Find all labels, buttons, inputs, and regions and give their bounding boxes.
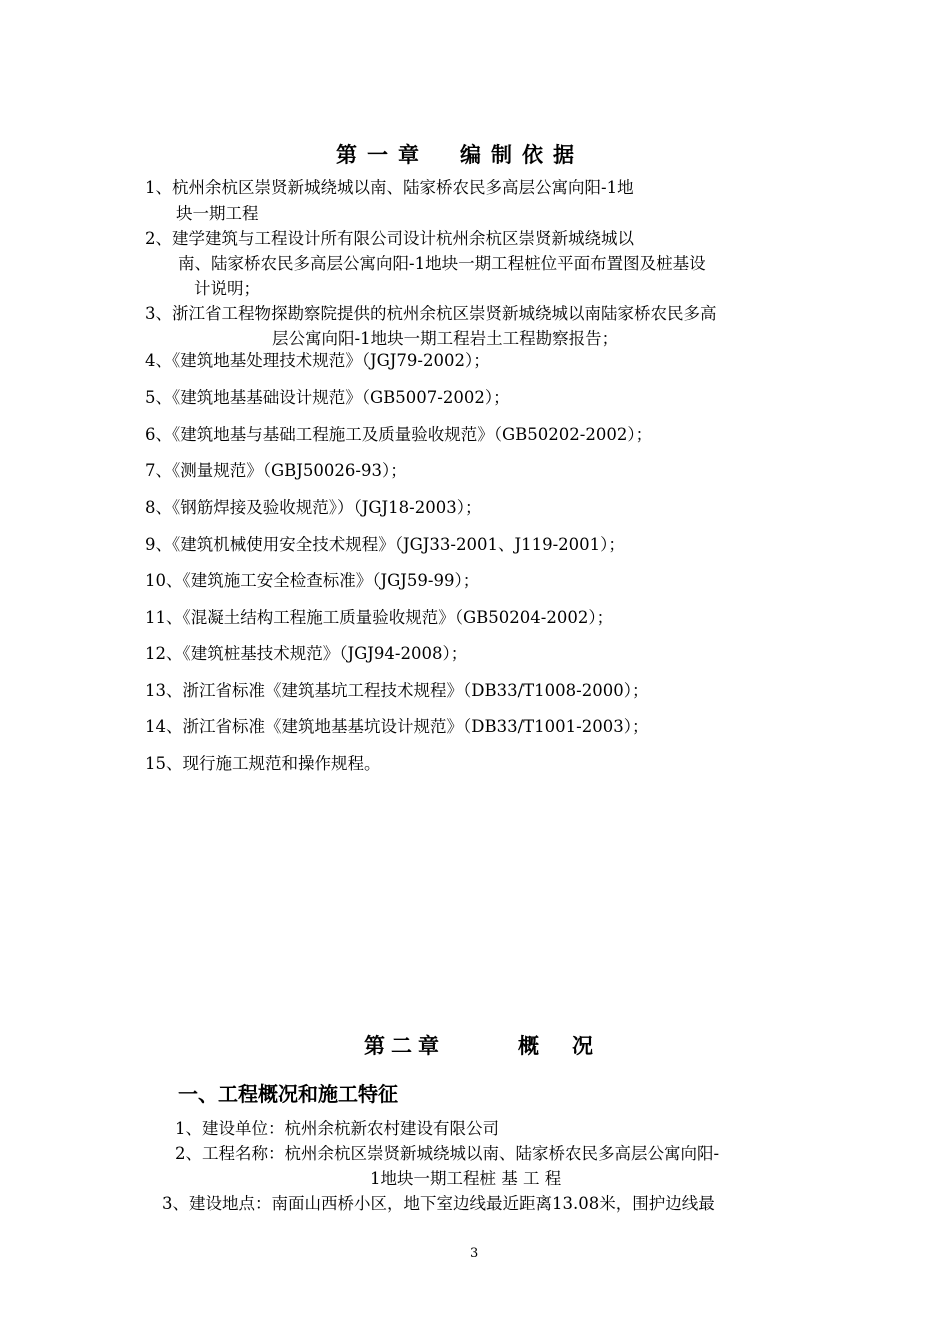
list-item: 10、《建筑施工安全检查标准》（JGJ59-99）； xyxy=(145,571,480,590)
list-item-cont: 计说明； xyxy=(194,279,260,298)
list-item: 13、浙江省标准《建筑基坑工程技术规程》（DB33/T1008-2000）； xyxy=(145,681,649,700)
list-item: 3、建设地点：南面山西桥小区，地下室边线最近距离13.08米，围护边线最 xyxy=(162,1194,715,1213)
list-item: 7、《测量规范》（GBJ50026-93）； xyxy=(145,461,407,480)
list-item-cont: 1地块一期工程桩 基 工 程 xyxy=(370,1169,562,1188)
list-item: 6、《建筑地基与基础工程施工及质量验收规范》（GB50202-2002）； xyxy=(145,425,653,444)
list-item: 8、《钢筋焊接及验收规范》）（JGJ18-2003）； xyxy=(145,498,482,517)
chapter1-title: 第一章 编制依据 xyxy=(336,143,584,167)
list-item-cont: 南、陆家桥农民多高层公寓向阳-1地块一期工程桩位平面布置图及桩基设 xyxy=(178,254,706,273)
list-item: 14、浙江省标准《建筑地基基坑设计规范》（DB33/T1001-2003）； xyxy=(145,717,649,736)
list-item: 1、杭州余杭区崇贤新城绕城以南、陆家桥农民多高层公寓向阳-1地 xyxy=(145,178,634,197)
chapter2-title-number: 第二章 xyxy=(364,1034,445,1058)
list-item: 2、工程名称：杭州余杭区崇贤新城绕城以南、陆家桥农民多高层公寓向阳- xyxy=(175,1144,720,1163)
list-item: 9、《建筑机械使用安全技术规程》（JGJ33-2001、J119-2001）； xyxy=(145,535,625,554)
list-item: 4、《建筑地基处理技术规范》（JGJ79-2002）； xyxy=(145,351,490,370)
list-item: 5、《建筑地基基础设计规范》（GB5007-2002）； xyxy=(145,388,510,407)
list-item-cont: 层公寓向阳-1地块一期工程岩土工程勘察报告； xyxy=(272,329,619,348)
list-item: 2、建学建筑与工程设计所有限公司设计杭州余杭区崇贤新城绕城以 xyxy=(145,229,634,248)
list-item: 12、《建筑桩基技术规范》（JGJ94-2008）； xyxy=(145,644,468,663)
list-item: 3、浙江省工程物探勘察院提供的杭州余杭区崇贤新城绕城以南陆家桥农民多高 xyxy=(145,304,717,323)
section-heading: 一、工程概况和施工特征 xyxy=(178,1082,398,1106)
list-item-cont: 块一期工程 xyxy=(176,204,259,223)
list-item: 15、现行施工规范和操作规程。 xyxy=(145,754,381,773)
page-number: 3 xyxy=(470,1246,479,1261)
list-item: 1、建设单位：杭州余杭新农村建设有限公司 xyxy=(175,1119,499,1138)
chapter2-title-name: 概 况 xyxy=(518,1034,599,1058)
list-item: 11、《混凝土结构工程施工质量验收规范》（GB50204-2002）； xyxy=(145,608,614,627)
